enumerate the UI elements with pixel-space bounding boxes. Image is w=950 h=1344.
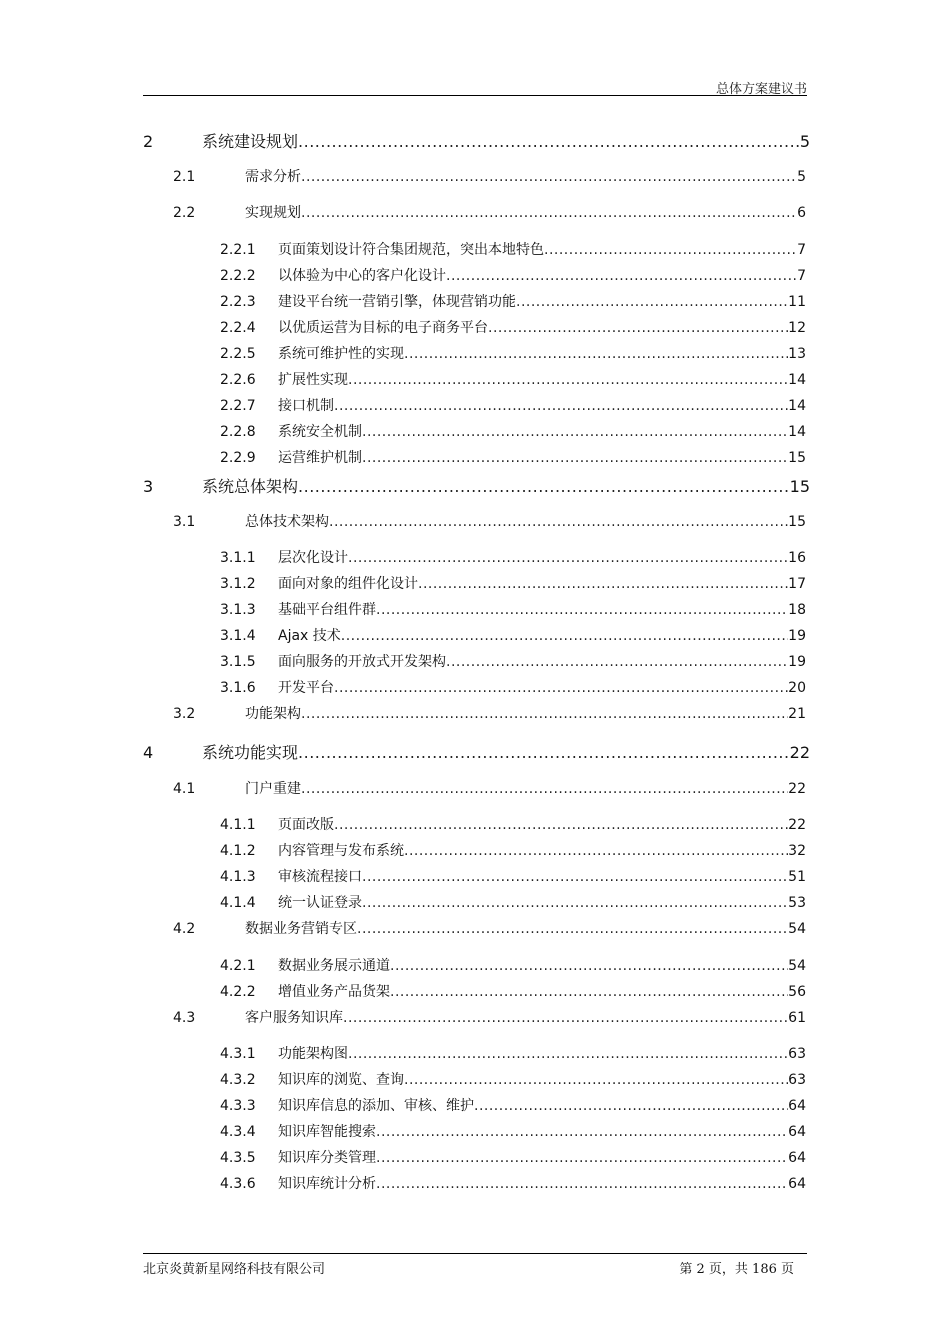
toc-entry[interactable] — [220, 651, 806, 673]
toc-entry[interactable] — [220, 814, 806, 836]
toc-entry-page: 51 — [788, 869, 806, 885]
toc-leader-dots — [390, 984, 788, 1000]
toc-entry[interactable] — [220, 892, 806, 914]
toc-entry-number: 3.1.4 — [220, 628, 256, 644]
toc-entry-page: 21 — [788, 706, 806, 722]
toc-leader-dots — [376, 1150, 788, 1166]
toc-entry-page: 22 — [788, 817, 806, 833]
toc-entry-page: 15 — [788, 450, 806, 466]
toc-entry[interactable] — [173, 166, 806, 188]
toc-entry-number: 4.3.3 — [220, 1098, 256, 1114]
toc-leader-dots — [404, 843, 788, 859]
toc-entry-title: 扩展性实现 — [278, 372, 348, 388]
toc-entry-title: 开发平台 — [278, 680, 334, 696]
toc-entry-number: 3.1.1 — [220, 550, 256, 566]
toc-entry[interactable] — [220, 343, 806, 365]
toc-entry-title: 统一认证登录 — [278, 895, 362, 911]
toc-entry[interactable] — [173, 1007, 806, 1029]
toc-leader-dots — [404, 346, 788, 362]
toc-leader-dots — [362, 424, 788, 440]
toc-entry-number: 4.1.4 — [220, 895, 256, 911]
toc-entry[interactable] — [220, 395, 806, 417]
toc-leader-dots — [446, 654, 788, 670]
toc-entry-title: 数据业务营销专区 — [245, 921, 357, 937]
toc-entry-title: 面向对象的组件化设计 — [278, 576, 418, 592]
toc-entry-number: 4.1.1 — [220, 817, 256, 833]
toc-entry-number: 3.2 — [173, 706, 196, 722]
toc-leader-dots — [362, 895, 788, 911]
toc-entry[interactable] — [220, 981, 806, 1003]
toc-entry-page: 64 — [788, 1124, 806, 1140]
toc-entry-number: 3.1 — [173, 514, 196, 530]
toc-leader-dots — [298, 477, 790, 496]
toc-entry-title: 功能架构 — [245, 706, 301, 722]
toc-entry-page: 63 — [788, 1046, 806, 1062]
toc-entry-page: 7 — [797, 268, 806, 284]
toc-entry-title: 知识库统计分析 — [278, 1176, 376, 1192]
toc-entry-page: 20 — [788, 680, 806, 696]
toc-leader-dots — [474, 1098, 788, 1114]
toc-leader-dots — [404, 1072, 788, 1088]
toc-entry[interactable] — [173, 202, 806, 224]
toc-leader-dots — [390, 958, 788, 974]
toc-entry-number: 3.1.2 — [220, 576, 256, 592]
toc-entry-page: 53 — [788, 895, 806, 911]
toc-entry-page: 6 — [797, 205, 806, 221]
toc-entry-page: 64 — [788, 1176, 806, 1192]
toc-entry-number: 3 — [143, 477, 154, 496]
toc-entry-page: 14 — [788, 424, 806, 440]
toc-entry-title: 客户服务知识库 — [245, 1010, 343, 1026]
toc-entry-title: 基础平台组件群 — [278, 602, 376, 618]
toc-entry-title: 以体验为中心的客户化设计 — [278, 268, 446, 284]
toc-entry[interactable] — [220, 421, 806, 443]
toc-leader-dots — [544, 242, 797, 258]
toc-entry-title: 层次化设计 — [278, 550, 348, 566]
toc-entry[interactable] — [220, 1121, 806, 1143]
toc-entry-title: 系统安全机制 — [278, 424, 362, 440]
toc-entry-number: 4.3.6 — [220, 1176, 256, 1192]
toc-leader-dots — [298, 743, 790, 762]
toc-entry-title: 门户重建 — [245, 781, 301, 797]
toc-entry-number: 3.1.5 — [220, 654, 256, 670]
toc-entry-title: 知识库智能搜索 — [278, 1124, 376, 1140]
toc-entry-number: 4 — [143, 743, 154, 762]
footer-divider — [143, 1253, 807, 1254]
toc-entry[interactable] — [173, 778, 806, 800]
toc-entry[interactable] — [220, 1043, 806, 1065]
toc-entry-title: 系统建设规划 — [202, 132, 299, 151]
toc-leader-dots — [362, 450, 788, 466]
toc-entry-page: 16 — [788, 550, 806, 566]
toc-entry-number: 2.1 — [173, 169, 196, 185]
toc-entry-title: 数据业务展示通道 — [278, 958, 390, 974]
toc-leader-dots — [334, 817, 788, 833]
toc-entry-page: 64 — [788, 1098, 806, 1114]
toc-entry-page: 14 — [788, 372, 806, 388]
toc-entry-number: 3.1.3 — [220, 602, 256, 618]
toc-entry-page: 56 — [788, 984, 806, 1000]
toc-entry-title: 系统功能实现 — [202, 743, 299, 762]
header-divider — [143, 95, 807, 96]
toc-entry-number: 2 — [143, 132, 154, 151]
toc-entry[interactable] — [220, 677, 806, 699]
toc-entry-number: 3.1.6 — [220, 680, 256, 696]
toc-entry[interactable] — [173, 511, 806, 533]
toc-entry[interactable] — [220, 866, 806, 888]
toc-entry-page: 18 — [788, 602, 806, 618]
toc-entry-title: 运营维护机制 — [278, 450, 362, 466]
toc-entry[interactable] — [220, 955, 806, 977]
toc-entry-page: 15 — [789, 477, 810, 496]
toc-entry-number: 2.2 — [173, 205, 196, 221]
footer-page-info: 第 2 页，共 186 页 — [679, 1262, 794, 1277]
toc-entry-title: 系统总体架构 — [202, 477, 299, 496]
toc-entry-number: 4.1 — [173, 781, 196, 797]
toc-entry-title: 以优质运营为目标的电子商务平台 — [278, 320, 488, 336]
toc-entry-number: 2.2.6 — [220, 372, 256, 388]
toc-entry-title: 系统可维护性的实现 — [278, 346, 404, 362]
toc-entry[interactable] — [220, 1147, 806, 1169]
toc-leader-dots — [376, 1176, 788, 1192]
toc-entry-number: 4.3.1 — [220, 1046, 256, 1062]
toc-entry-page: 19 — [788, 628, 806, 644]
toc-entry[interactable] — [220, 447, 806, 469]
toc-entry-title: 页面改版 — [278, 817, 334, 833]
toc-entry-number: 2.2.7 — [220, 398, 256, 414]
toc-entry[interactable] — [220, 291, 806, 313]
toc-entry[interactable] — [220, 1173, 806, 1195]
toc-entry-number: 4.2 — [173, 921, 196, 937]
toc-entry[interactable] — [220, 317, 806, 339]
toc-entry-title: Ajax 技术 — [278, 628, 341, 644]
toc-leader-dots — [348, 550, 788, 566]
toc-entry-title: 内容管理与发布系统 — [278, 843, 404, 859]
toc-entry[interactable] — [220, 573, 806, 595]
toc-leader-dots — [301, 781, 788, 797]
toc-entry[interactable] — [220, 840, 806, 862]
toc-entry-number: 4.3.4 — [220, 1124, 256, 1140]
toc-entry-number: 2.2.8 — [220, 424, 256, 440]
toc-leader-dots — [376, 1124, 788, 1140]
toc-entry[interactable] — [220, 1095, 806, 1117]
toc-entry-page: 5 — [797, 169, 806, 185]
toc-entry-page: 32 — [788, 843, 806, 859]
toc-leader-dots — [298, 132, 800, 151]
toc-entry-page: 15 — [788, 514, 806, 530]
toc-leader-dots — [362, 869, 788, 885]
toc-entry-title: 知识库分类管理 — [278, 1150, 376, 1166]
toc-entry-number: 4.3.2 — [220, 1072, 256, 1088]
toc-entry-page: 12 — [788, 320, 806, 336]
toc-leader-dots — [334, 398, 788, 414]
toc-entry[interactable] — [220, 369, 806, 391]
toc-leader-dots — [329, 514, 788, 530]
toc-entry-title: 总体技术架构 — [245, 514, 329, 530]
toc-entry-number: 4.1.3 — [220, 869, 256, 885]
footer-company: 北京炎黄新星网络科技有限公司 — [143, 1262, 326, 1277]
toc-entry-page: 11 — [788, 294, 806, 310]
toc-entry-page: 22 — [788, 781, 806, 797]
toc-leader-dots — [446, 268, 797, 284]
toc-entry-title: 页面策划设计符合集团规范，突出本地特色 — [278, 242, 544, 258]
toc-leader-dots — [348, 1046, 788, 1062]
toc-leader-dots — [343, 1010, 788, 1026]
toc-entry-page: 54 — [788, 958, 806, 974]
toc-entry-number: 2.2.2 — [220, 268, 256, 284]
toc-entry-page: 54 — [788, 921, 806, 937]
toc-entry-page: 19 — [788, 654, 806, 670]
toc-entry-number: 2.2.5 — [220, 346, 256, 362]
toc-leader-dots — [418, 576, 788, 592]
toc-entry-number: 4.3 — [173, 1010, 196, 1026]
toc-entry-number: 4.3.5 — [220, 1150, 256, 1166]
toc-entry[interactable] — [220, 547, 806, 569]
toc-entry-number: 2.2.3 — [220, 294, 256, 310]
toc-entry[interactable] — [173, 918, 806, 940]
toc-entry-number: 4.2.1 — [220, 958, 256, 974]
toc-entry-number: 2.2.1 — [220, 242, 256, 258]
toc-entry-page: 63 — [788, 1072, 806, 1088]
toc-leader-dots — [341, 628, 788, 644]
toc-leader-dots — [334, 680, 788, 696]
toc-entry[interactable] — [143, 129, 810, 151]
toc-leader-dots — [301, 205, 797, 221]
toc-entry-page: 64 — [788, 1150, 806, 1166]
toc-leader-dots — [301, 706, 788, 722]
toc-entry-page: 14 — [788, 398, 806, 414]
toc-entry-title: 实现规划 — [245, 205, 301, 221]
toc-leader-dots — [516, 294, 788, 310]
toc-entry-number: 4.1.2 — [220, 843, 256, 859]
toc-entry[interactable] — [173, 703, 806, 725]
toc-leader-dots — [376, 602, 788, 618]
toc-entry-page: 17 — [788, 576, 806, 592]
toc-entry-page: 13 — [788, 346, 806, 362]
toc-entry-title: 知识库信息的添加、审核、维护 — [278, 1098, 474, 1114]
toc-leader-dots — [488, 320, 788, 336]
toc-leader-dots — [357, 921, 788, 937]
toc-entry-title: 功能架构图 — [278, 1046, 348, 1062]
toc-entry[interactable] — [220, 625, 806, 647]
header-title: 总体方案建议书 — [715, 82, 807, 97]
toc-entry-title: 面向服务的开放式开发架构 — [278, 654, 446, 670]
toc-entry-number: 2.2.9 — [220, 450, 256, 466]
toc-leader-dots — [348, 372, 788, 388]
toc-entry-page: 5 — [799, 132, 810, 151]
toc-entry-title: 接口机制 — [278, 398, 334, 414]
toc-entry-title: 需求分析 — [245, 169, 301, 185]
toc-entry[interactable] — [220, 599, 806, 621]
toc-entry-number: 4.2.2 — [220, 984, 256, 1000]
toc-entry-number: 2.2.4 — [220, 320, 256, 336]
toc-entry[interactable] — [143, 740, 810, 762]
toc-entry-title: 知识库的浏览、查询 — [278, 1072, 404, 1088]
toc-leader-dots — [301, 169, 797, 185]
toc-entry[interactable] — [143, 474, 810, 496]
toc-entry[interactable] — [220, 265, 806, 287]
toc-entry[interactable] — [220, 239, 806, 261]
toc-entry-title: 建设平台统一营销引擎，体现营销功能 — [278, 294, 516, 310]
toc-entry-page: 22 — [789, 743, 810, 762]
toc-entry-title: 审核流程接口 — [278, 869, 362, 885]
toc-entry-page: 7 — [797, 242, 806, 258]
toc-entry-page: 61 — [788, 1010, 806, 1026]
toc-entry-title: 增值业务产品货架 — [278, 984, 390, 1000]
toc-entry[interactable] — [220, 1069, 806, 1091]
